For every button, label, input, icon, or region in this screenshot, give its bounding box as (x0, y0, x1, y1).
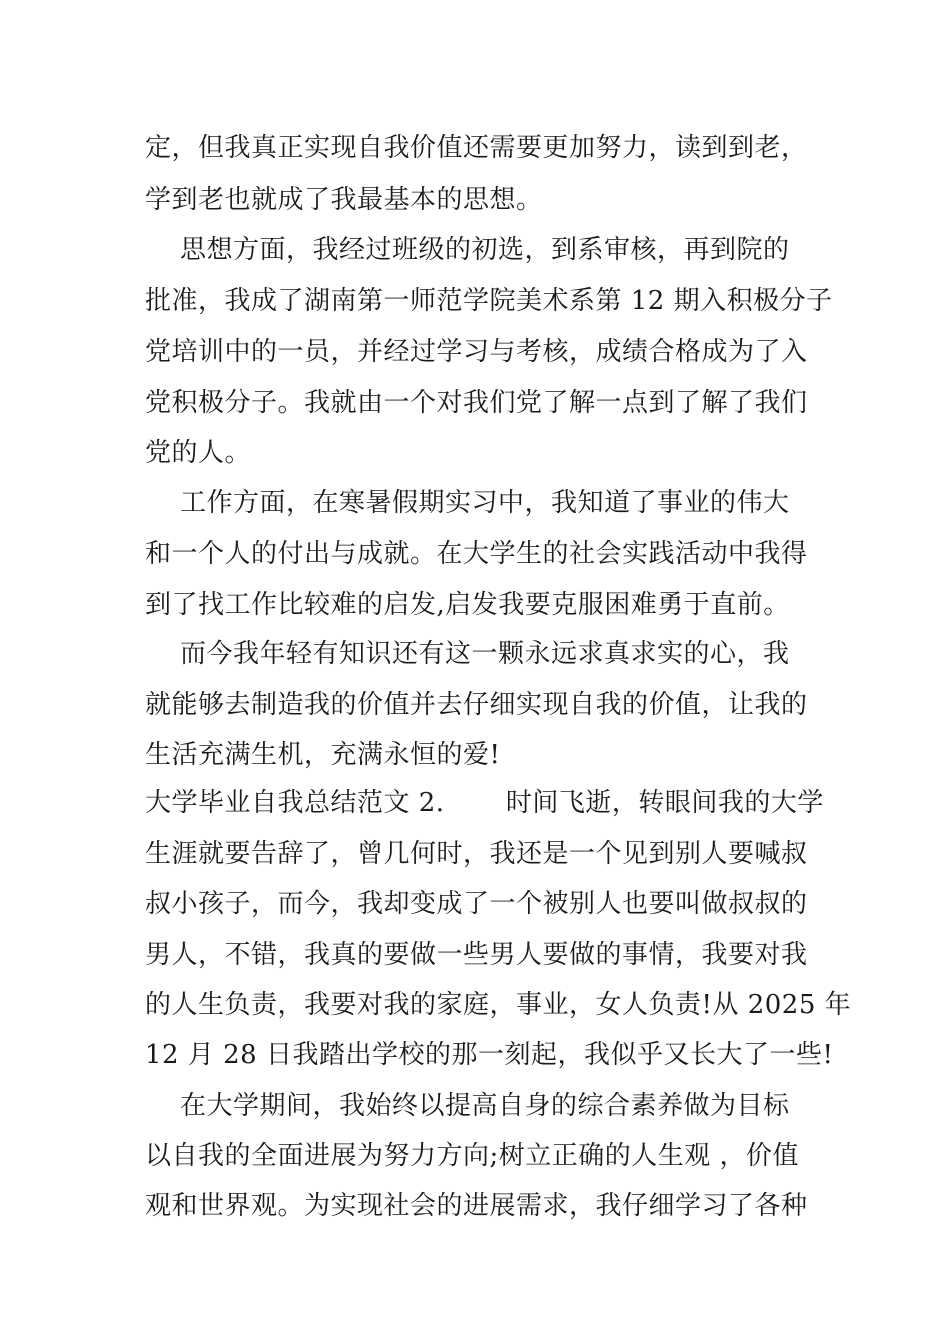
text-line: 党的人。 (145, 438, 252, 468)
text-line: 观和世界观。为实现社会的进展需求，我仔细学习了各种 (145, 1191, 808, 1221)
text-line: 和一个人的付出与成就。在大学生的社会实践活动中我得 (145, 539, 808, 569)
text-line: 工作方面，在寒暑假期实习中，我知道了事业的伟大 (145, 488, 790, 518)
text-line: 叔小孩子，而今，我却变成了一个被别人也要叫做叔叔的 (145, 889, 808, 919)
text-line: 12 月 28 日我踏出学校的那一刻起，我似乎又长大了一些! (145, 1040, 834, 1070)
text-line: 定，但我真正实现自我价值还需要更加努力，读到到老， (145, 133, 808, 163)
text-line: 而今我年轻有知识还有这一颗永远求真求实的心，我 (145, 639, 790, 669)
text-line: 批准，我成了湖南第一师范学院美术系第 12 期入积极分子 (145, 286, 833, 316)
text-line: 男人，不错，我真的要做一些男人要做的事情，我要对我 (145, 940, 808, 970)
text-line: 就能够去制造我的价值并去仔细实现自我的价值，让我的 (145, 690, 808, 720)
text-line: 以自我的全面进展为努力方向;树立正确的人生观 ，价值 (145, 1141, 800, 1171)
text-line: 到了找工作比较难的启发,启发我要克服困难勇于直前。 (145, 590, 790, 620)
text-line: 的人生负责，我要对我的家庭，事业，女人负责!从 2025 年 (145, 990, 852, 1020)
text-line: 学到老也就成了我最基本的思想。 (145, 185, 543, 215)
text-line: 思想方面，我经过班级的初选，到系审核，再到院的 (145, 235, 790, 265)
text-line: 生活充满生机，充满永恒的爱! (145, 740, 501, 770)
text-line: 党积极分子。我就由一个对我们党了解一点到了解了我们 (145, 388, 808, 418)
text-line: 在大学期间，我始终以提高自身的综合素养做为目标 (145, 1091, 790, 1121)
text-line: 生涯就要告辞了，曾几何时，我还是一个见到别人要喊叔 (145, 839, 808, 869)
text-line: 党培训中的一员，并经过学习与考核，成绩合格成为了入 (145, 337, 808, 367)
section-heading-line: 大学毕业自我总结范文 2. 时间飞逝，转眼间我的大学 (145, 788, 824, 818)
